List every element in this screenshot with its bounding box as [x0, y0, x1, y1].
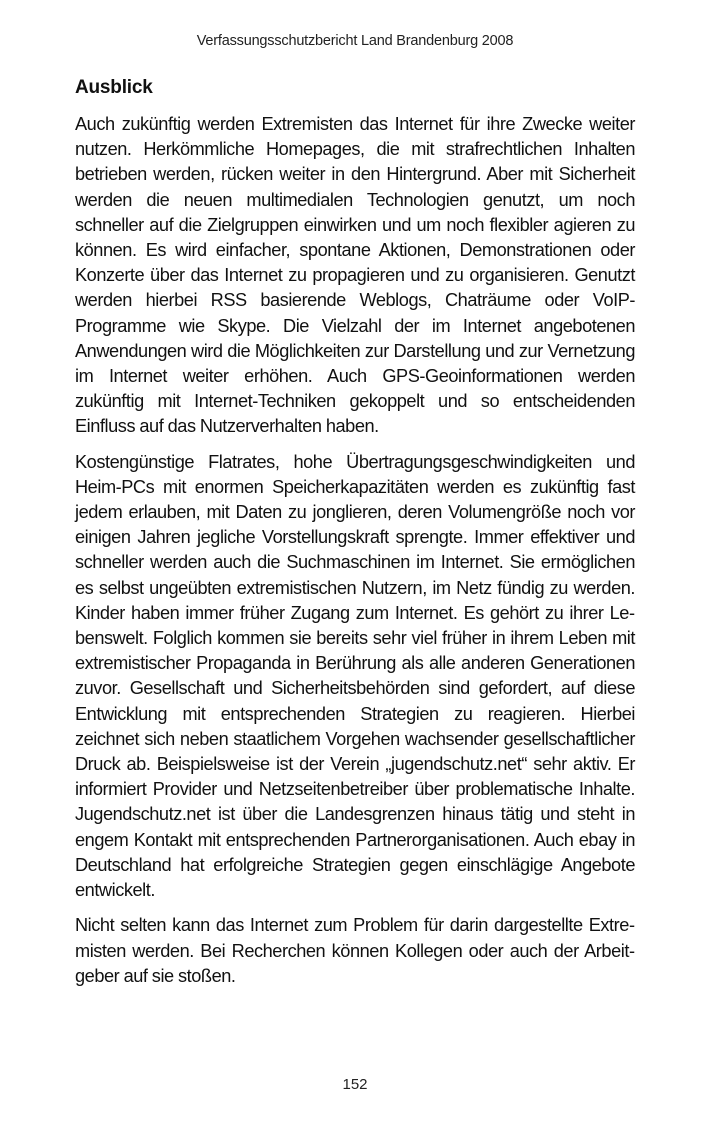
page-number: 152 [342, 1076, 368, 1093]
paragraph: Auch zukünftig werden Extremisten das Internet für ihre Zwecke weiter nutzen. Herkömmliche Homepages, die mit strafrechtlichen Inhalten betrieben werden, rücken weiter in den Hintergrund. Aber mit Sicherheit werden die neuen multimedialen Technologien genutzt, um noch schneller auf die Zielgruppen einwirken und um noch flexibler agieren zu können. Es wird einfacher, spontane Aktionen, Demonstrationen oder Konzerte über das Internet zu propagieren und zu organisieren. Genutzt werden hierbei RSS basierende Weblogs, Chaträume oder VoIP-Programme wie Skype. Die Vielzahl der im Internet angebotenen Anwendungen wird die Möglichkeiten zur Darstellung und zur Vernetzung im Internet weiter erhöhen. Auch GPS-Geoinformationen werden zukünftig mit Internet-Techniken gekoppelt und so entscheidenden Einfluss auf das Nutzerverhalten haben. [75, 114, 635, 437]
paragraph: Nicht selten kann das Internet zum Problem für darin dargestellte Extremisten werden. Bei Recherchen können Kollegen oder auch der Arbeitgeber auf sie stoßen. [75, 915, 635, 986]
paragraph: Kostengünstige Flatrates, hohe Übertragungsgeschwindigkeiten und Heim-PCs mit enormen Speicherkapazitäten werden es zukünftig fast jedem erlauben, mit Daten zu jonglieren, deren Volumengröße noch vor einigen Jahren jegliche Vorstellungskraft sprengte. Immer effektiver und schneller werden auch die Suchmaschinen im Internet. Sie ermöglichen es selbst ungeübten extremistischen Nutzern, im Netz fündig zu werden. Kinder haben immer früher Zugang zum Internet. Es gehört zu ihrer Lebenswelt. Folglich kommen sie bereits sehr viel früher in ihrem Leben mit extremistischer Propaganda in Berührung als alle anderen Generationen zuvor. Gesellschaft und Sicherheitsbehörden sind gefordert, auf diese Entwicklung mit entsprechenden Strategien zu reagieren. Hierbei zeichnet sich neben staatlichem Vorgehen wachsender gesellschaftlicher Druck ab. Beispielsweise ist der Verein „jugendschutz.net“ sehr aktiv. Er informiert Provider und Netzseitenbetreiber über problematische Inhalte. Jugendschutz.​net ist über die Landesgrenzen hinaus tätig und steht in engem Kontakt mit entsprechenden Partnerorganisationen. Auch ebay in Deutschland hat erfolgreiche Strategien gegen einschlägige Angebote entwickelt. [75, 451, 635, 901]
main-content [75, 76, 635, 999]
running-header: Verfassungsschutzbericht Land Brandenburg 2008 [196, 33, 514, 49]
section-title: Ausblick [75, 77, 153, 98]
